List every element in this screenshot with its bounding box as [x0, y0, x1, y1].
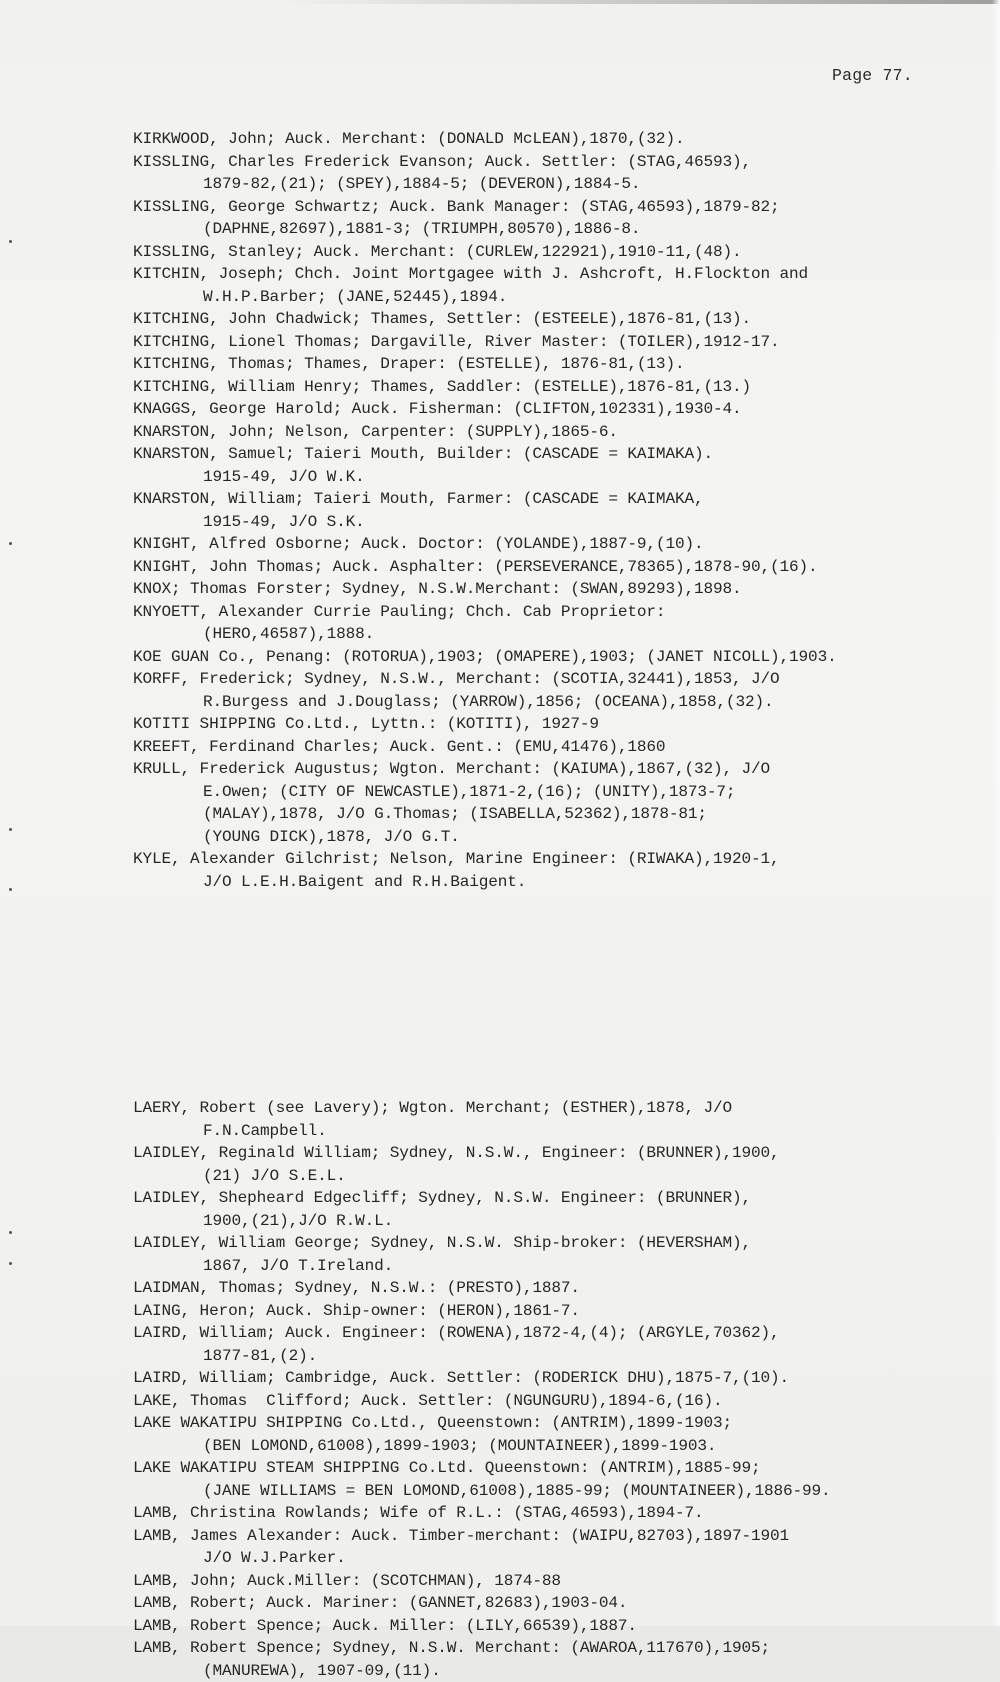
margin-speck [9, 828, 12, 831]
register-entry [133, 241, 903, 264]
entry-line: KITCHIN, Joseph; Chch. Joint Mortgagee with J. Ashcroft, H.Flockton and [133, 263, 903, 286]
entry-line: KISSLING, Stanley; Auck. Merchant: (CURLEW,122921),1910-11,(48). [133, 241, 903, 264]
entry-line: KNIGHT, John Thomas; Auck. Asphalter: (PERSEVERANCE,78365),1878-90,(16). [133, 556, 903, 579]
entry-line: KNARSTON, Samuel; Taieri Mouth, Builder: (CASCADE = KAIMAKA). [133, 443, 903, 466]
register-entry [133, 1412, 903, 1457]
register-entry [133, 1142, 903, 1187]
entry-line: KITCHING, William Henry; Thames, Saddler: (ESTELLE),1876-81,(13.) [133, 376, 903, 399]
entry-line: KRULL, Frederick Augustus; Wgton. Merchant: (KAIUMA),1867,(32), J/O [133, 758, 903, 781]
entry-line: LAKE WAKATIPU STEAM SHIPPING Co.Ltd. Queenstown: (ANTRIM),1885-99; [133, 1457, 903, 1480]
register-entry [133, 1322, 903, 1367]
register-entry [133, 331, 903, 354]
entry-continuation-line: (YOUNG DICK),1878, J/O G.T. [133, 826, 903, 849]
register-entry [133, 1367, 903, 1390]
register-entry [133, 196, 903, 241]
entry-continuation-line: (21) J/O S.E.L. [133, 1165, 903, 1188]
entry-line: KNAGGS, George Harold; Auck. Fisherman: (CLIFTON,102331),1930-4. [133, 398, 903, 421]
entry-line: KITCHING, Thomas; Thames, Draper: (ESTELLE), 1876-81,(13). [133, 353, 903, 376]
register-entry [133, 1390, 903, 1413]
register-entry [133, 151, 903, 196]
entry-line: LAMB, James Alexander: Auck. Timber-merchant: (WAIPU,82703),1897-1901 [133, 1525, 903, 1548]
entry-line: KNIGHT, Alfred Osborne; Auck. Doctor: (YOLANDE),1887-9,(10). [133, 533, 903, 556]
entry-line: LAERY, Robert (see Lavery); Wgton. Merchant; (ESTHER),1878, J/O [133, 1097, 903, 1120]
register-entry [133, 1232, 903, 1277]
register-entry [133, 263, 903, 308]
entry-continuation-line: F.N.Campbell. [133, 1120, 903, 1143]
register-entry [133, 1097, 903, 1142]
entry-line: KITCHING, Lionel Thomas; Dargaville, River Master: (TOILER),1912-17. [133, 331, 903, 354]
register-entry [133, 601, 903, 646]
register-entry [133, 308, 903, 331]
entry-continuation-line: (MALAY),1878, J/O G.Thomas; (ISABELLA,52362),1878-81; [133, 803, 903, 826]
scan-right-edge [992, 0, 1000, 1626]
entry-line: LAING, Heron; Auck. Ship-owner: (HERON),1861-7. [133, 1300, 903, 1323]
register-entry [133, 1300, 903, 1323]
scan-edge-shadow [280, 0, 1000, 4]
entry-line: KREEFT, Ferdinand Charles; Auck. Gent.: (EMU,41476),1860 [133, 736, 903, 759]
register-entry [133, 1637, 903, 1682]
page-number: Page 77. [832, 66, 913, 85]
register-entry [133, 1592, 903, 1615]
entry-line: KOTITI SHIPPING Co.Ltd., Lyttn.: (KOTITI), 1927-9 [133, 713, 903, 736]
register-entry [133, 421, 903, 444]
entry-continuation-line: (BEN LOMOND,61008),1899-1903; (MOUNTAINEER),1899-1903. [133, 1435, 903, 1458]
margin-speck [9, 1231, 12, 1234]
entry-line: LAMB, Christina Rowlands; Wife of R.L.: (STAG,46593),1894-7. [133, 1502, 903, 1525]
entry-continuation-line: (JANE WILLIAMS = BEN LOMOND,61008),1885-99; (MOUNTAINEER),1886-99. [133, 1480, 903, 1503]
register-entry [133, 1457, 903, 1502]
register-entry [133, 758, 903, 848]
margin-speck [9, 1262, 12, 1265]
margin-speck [9, 240, 12, 243]
entry-line: LAKE WAKATIPU SHIPPING Co.Ltd., Queenstown: (ANTRIM),1899-1903; [133, 1412, 903, 1435]
entry-line: KNARSTON, William; Taieri Mouth, Farmer: (CASCADE = KAIMAKA, [133, 488, 903, 511]
entry-line: LAMB, Robert Spence; Auck. Miller: (LILY,66539),1887. [133, 1615, 903, 1638]
entry-line: KORFF, Frederick; Sydney, N.S.W., Merchant: (SCOTIA,32441),1853, J/O [133, 668, 903, 691]
entry-continuation-line: J/O L.E.H.Baigent and R.H.Baigent. [133, 871, 903, 894]
section-gap [133, 893, 903, 1097]
entry-line: KYLE, Alexander Gilchrist; Nelson, Marine Engineer: (RIWAKA),1920-1, [133, 848, 903, 871]
entry-line: LAIRD, William; Auck. Engineer: (ROWENA),1872-4,(4); (ARGYLE,70362), [133, 1322, 903, 1345]
entry-continuation-line: 1915-49, J/O W.K. [133, 466, 903, 489]
entries-k-section [133, 128, 903, 893]
register-entry [133, 736, 903, 759]
entry-continuation-line: W.H.P.Barber; (JANE,52445),1894. [133, 286, 903, 309]
margin-speck [9, 542, 12, 545]
register-entries [133, 128, 903, 1682]
entry-line: LAIDLEY, Reginald William; Sydney, N.S.W., Engineer: (BRUNNER),1900, [133, 1142, 903, 1165]
entry-continuation-line: 1879-82,(21); (SPEY),1884-5; (DEVERON),1884-5. [133, 173, 903, 196]
entry-line: KNYOETT, Alexander Currie Pauling; Chch. Cab Proprietor: [133, 601, 903, 624]
entry-line: KIRKWOOD, John; Auck. Merchant: (DONALD McLEAN),1870,(32). [133, 128, 903, 151]
entry-continuation-line: (MANUREWA), 1907-09,(11). [133, 1660, 903, 1682]
margin-speck [9, 888, 12, 891]
register-entry [133, 646, 903, 669]
register-entry [133, 556, 903, 579]
entry-continuation-line: 1867, J/O T.Ireland. [133, 1255, 903, 1278]
entry-continuation-line: E.Owen; (CITY OF NEWCASTLE),1871-2,(16); (UNITY),1873-7; [133, 781, 903, 804]
entry-line: KITCHING, John Chadwick; Thames, Settler: (ESTEELE),1876-81,(13). [133, 308, 903, 331]
register-entry [133, 578, 903, 601]
register-entry [133, 848, 903, 893]
entry-continuation-line: 1900,(21),J/O R.W.L. [133, 1210, 903, 1233]
register-entry [133, 1615, 903, 1638]
entry-line: LAMB, John; Auck.Miller: (SCOTCHMAN), 1874-88 [133, 1570, 903, 1593]
entry-line: KISSLING, Charles Frederick Evanson; Auck. Settler: (STAG,46593), [133, 151, 903, 174]
register-entry [133, 353, 903, 376]
register-entry [133, 488, 903, 533]
entry-continuation-line: (DAPHNE,82697),1881-3; (TRIUMPH,80570),1886-8. [133, 218, 903, 241]
register-entry [133, 533, 903, 556]
register-entry [133, 1187, 903, 1232]
register-entry [133, 376, 903, 399]
register-entry [133, 1502, 903, 1525]
entry-line: LAIRD, William; Cambridge, Auck. Settler: (RODERICK DHU),1875-7,(10). [133, 1367, 903, 1390]
entry-continuation-line: J/O W.J.Parker. [133, 1547, 903, 1570]
entry-line: KISSLING, George Schwartz; Auck. Bank Manager: (STAG,46593),1879-82; [133, 196, 903, 219]
entry-line: LAIDLEY, William George; Sydney, N.S.W. Ship-broker: (HEVERSHAM), [133, 1232, 903, 1255]
register-entry [133, 713, 903, 736]
entry-continuation-line: 1877-81,(2). [133, 1345, 903, 1368]
entry-continuation-line: R.Burgess and J.Douglass; (YARROW),1856; (OCEANA),1858,(32). [133, 691, 903, 714]
register-entry [133, 1570, 903, 1593]
register-entry [133, 1277, 903, 1300]
entry-line: LAMB, Robert; Auck. Mariner: (GANNET,82683),1903-04. [133, 1592, 903, 1615]
register-entry [133, 398, 903, 421]
register-entry [133, 668, 903, 713]
entry-line: LAKE, Thomas Clifford; Auck. Settler: (NGUNGURU),1894-6,(16). [133, 1390, 903, 1413]
entry-line: LAIDMAN, Thomas; Sydney, N.S.W.: (PRESTO),1887. [133, 1277, 903, 1300]
entry-line: LAMB, Robert Spence; Sydney, N.S.W. Merchant: (AWAROA,117670),1905; [133, 1637, 903, 1660]
entry-line: KOE GUAN Co., Penang: (ROTORUA),1903; (OMAPERE),1903; (JANET NICOLL),1903. [133, 646, 903, 669]
register-entry [133, 1525, 903, 1570]
entry-line: LAIDLEY, Shepheard Edgecliff; Sydney, N.S.W. Engineer: (BRUNNER), [133, 1187, 903, 1210]
entry-line: KNOX; Thomas Forster; Sydney, N.S.W.Merchant: (SWAN,89293),1898. [133, 578, 903, 601]
register-entry [133, 128, 903, 151]
entry-line: KNARSTON, John; Nelson, Carpenter: (SUPPLY),1865-6. [133, 421, 903, 444]
entry-continuation-line: 1915-49, J/O S.K. [133, 511, 903, 534]
entries-l-section [133, 1097, 903, 1682]
entry-continuation-line: (HERO,46587),1888. [133, 623, 903, 646]
register-entry [133, 443, 903, 488]
